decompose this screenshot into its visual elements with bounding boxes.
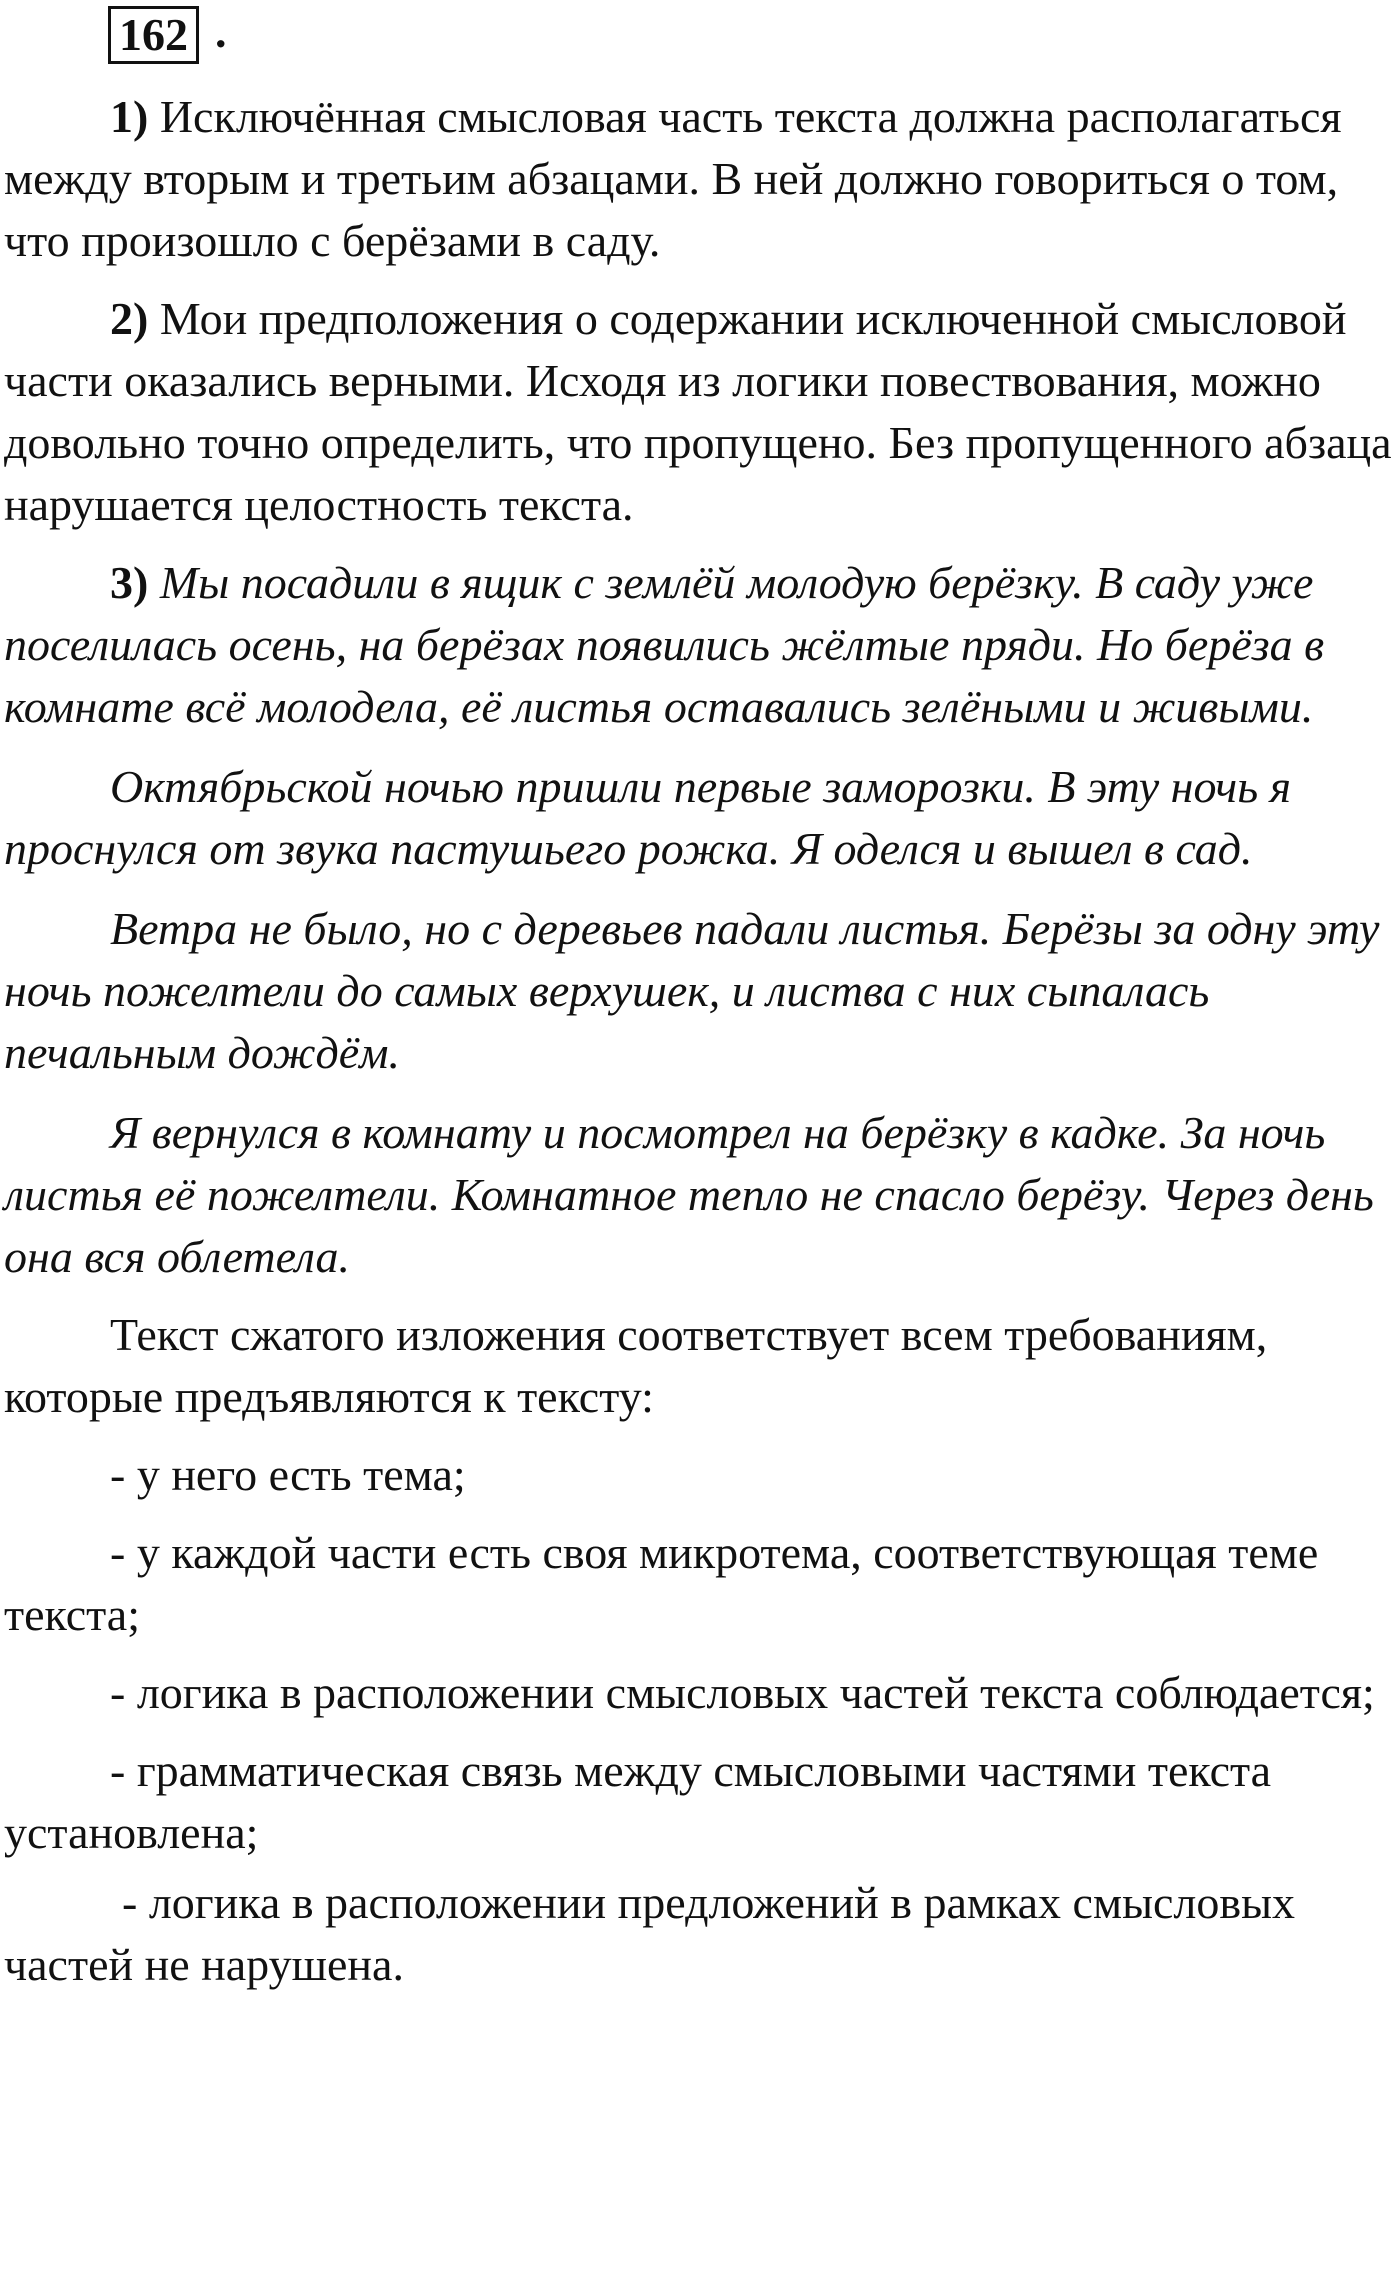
- paragraph-3: [4, 552, 1396, 738]
- paragraph-5: Ветра не было, но с деревьев падали листья. Берёзы за одну эту ночь пожелтели до самых верхушек, и листва с них сыпалась печальным дождём.: [4, 903, 1380, 1078]
- paragraph-4: Октябрьской ночью пришли первые заморозки. В эту ночь я проснулся от звука пастушьего рожка. Я оделся и вышел в сад.: [4, 761, 1292, 874]
- list-item: - грамматическая связь между смысловыми частями текста установлена;: [4, 1745, 1272, 1858]
- list-item: - логика в расположении смысловых частей текста соблюдается;: [110, 1667, 1375, 1718]
- paragraph-2: [4, 288, 1396, 536]
- exercise-number-dot: .: [215, 6, 227, 57]
- paragraph-3-label: 3): [110, 557, 149, 608]
- list-item: - у каждой части есть своя микротема, соответствующая теме текста;: [4, 1527, 1319, 1640]
- paragraph-1: [4, 86, 1396, 272]
- paragraph-7: Текст сжатого изложения соответствует всем требованиям, которые предъявляются к тексту:: [4, 1309, 1268, 1422]
- paragraph-2-text: Мои предположения о содержании исключенной смысловой части оказались верными. Исходя из логики повествования, можно довольно точно определить, что пропущено. Без пропущенного абзаца нарушается целостность текста.: [4, 293, 1392, 530]
- list-item: - у него есть тема;: [110, 1449, 466, 1500]
- paragraph-1-label: 1): [110, 91, 149, 142]
- exercise-number: 162: [108, 6, 199, 64]
- paragraph-6: Я вернулся в комнату и посмотрел на берёзку в кадке. За ночь листья её пожелтели. Комнатное тепло не спасло берёзу. Через день она вся облетела.: [4, 1107, 1374, 1282]
- document-body: [4, 86, 1396, 1996]
- paragraph-3-text: Мы посадили в ящик с землёй молодую берёзку. В саду уже поселилась осень, на берёзах появились жёлтые пряди. Но берёза в комнате всё молодела, её листья оставались зелёными и живыми.: [4, 557, 1325, 732]
- list-item: - логика в расположении предложений в рамках смысловых частей не нарушена.: [4, 1877, 1295, 1990]
- paragraph-2-label: 2): [110, 293, 149, 344]
- paragraph-1-text: Исключённая смысловая часть текста должна располагаться между вторым и третьим абзацами. В ней должно говориться о том, что произошло с берёзами в саду.: [4, 91, 1342, 266]
